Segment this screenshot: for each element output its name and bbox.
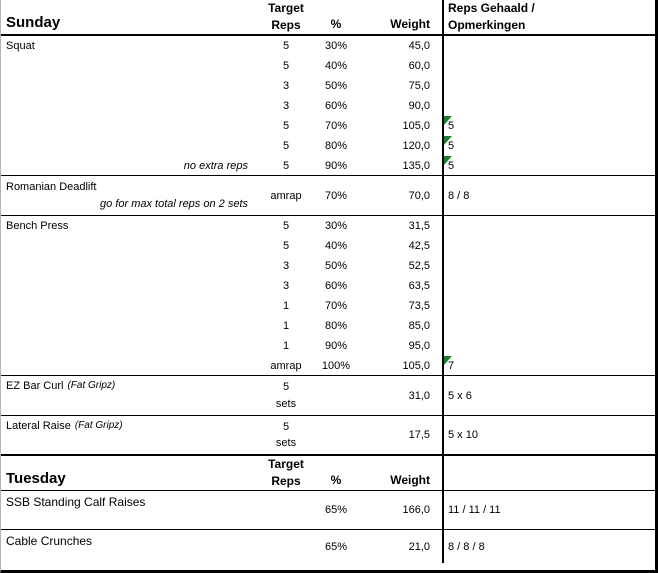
percent-cell[interactable]: 70%: [324, 120, 348, 132]
col-header-target-reps: [251, 0, 321, 34]
percent-cell[interactable]: 65%: [324, 504, 348, 516]
exercise-name-cell[interactable]: [1, 56, 251, 76]
weight-cell[interactable]: 17,5: [408, 429, 430, 441]
set-row: [1, 296, 655, 316]
weight-cell[interactable]: 70,0: [408, 189, 430, 202]
percent-cell[interactable]: 90%: [324, 340, 348, 352]
result-cell[interactable]: [442, 336, 655, 356]
exercise-row-romanian-deadlift: [1, 176, 655, 216]
set-row: [1, 336, 655, 356]
sunday-header-row: [1, 0, 655, 36]
exercise-name-cell[interactable]: [1, 376, 251, 415]
col-header-target-reps: [251, 456, 321, 490]
exercise-name-cell[interactable]: [1, 136, 251, 156]
weight-cell[interactable]: 31,5: [408, 220, 430, 232]
exercise-name-cell[interactable]: [1, 116, 251, 136]
weight-cell[interactable]: 135,0: [402, 159, 430, 172]
tuesday-header-row: [1, 456, 655, 491]
exercise-row-ez-bar-curl: [1, 376, 655, 416]
target-reps-cell[interactable]: 3: [282, 80, 290, 92]
weight-cell[interactable]: 21,0: [408, 540, 430, 553]
target-reps-cell[interactable]: amrap: [270, 359, 302, 372]
percent-cell[interactable]: 40%: [324, 60, 348, 72]
percent-cell[interactable]: 80%: [324, 320, 348, 332]
weight-cell[interactable]: 63,5: [408, 280, 430, 292]
percent-cell[interactable]: 80%: [324, 140, 348, 152]
set-row: [1, 136, 655, 156]
result-cell[interactable]: 5 x 10: [442, 416, 655, 454]
weight-cell[interactable]: 73,5: [408, 300, 430, 312]
day-header-sunday: Sunday: [6, 14, 61, 31]
exercise-note: (Fat Gripz): [67, 380, 116, 391]
percent-cell[interactable]: 60%: [324, 280, 348, 292]
target-reps-cell[interactable]: 5: [282, 60, 290, 72]
target-reps-cell[interactable]: 5: [282, 159, 290, 172]
percent-cell[interactable]: 50%: [324, 80, 348, 92]
percent-cell[interactable]: 40%: [324, 240, 348, 252]
result-cell[interactable]: 8 / 8 / 8: [442, 530, 655, 563]
result-cell[interactable]: [442, 276, 655, 296]
result-cell[interactable]: 5: [442, 136, 655, 156]
result-cell[interactable]: [442, 36, 655, 56]
weight-cell[interactable]: 31,0: [408, 389, 430, 402]
set-note-cell[interactable]: no extra reps: [183, 159, 248, 172]
result-cell[interactable]: 7: [442, 356, 655, 375]
exercise-name-cell[interactable]: [1, 416, 251, 454]
exercise-name-cell[interactable]: [1, 336, 251, 356]
col-header-target: Target: [268, 457, 304, 471]
exercise-name-cell[interactable]: [1, 176, 251, 215]
target-reps-cell[interactable]: [251, 491, 321, 529]
percent-cell[interactable]: 90%: [324, 159, 348, 172]
col-header-weight: Weight: [390, 17, 430, 31]
col-header-result-line1: Reps Gehaald /: [448, 1, 535, 15]
target-reps-cell[interactable]: 3: [282, 280, 290, 292]
col-header-weight: Weight: [390, 473, 430, 487]
set-row: [1, 276, 655, 296]
set-row: [1, 76, 655, 96]
weight-cell[interactable]: 105,0: [402, 359, 430, 372]
col-header-target: Target: [268, 1, 304, 15]
target-reps-cell[interactable]: 1: [282, 340, 290, 352]
result-cell[interactable]: 11 / 11 / 11: [442, 491, 655, 529]
exercise-note: go for max total reps on 2 sets: [100, 198, 248, 210]
weight-cell[interactable]: 85,0: [408, 320, 430, 332]
exercise-name-cell[interactable]: Cable Crunches: [6, 534, 93, 548]
result-cell[interactable]: [442, 96, 655, 116]
result-cell[interactable]: [442, 296, 655, 316]
day-header-tuesday: Tuesday: [6, 470, 66, 487]
set-row: [1, 96, 655, 116]
result-cell[interactable]: 5 x 6: [442, 376, 655, 415]
set-row: [1, 36, 655, 56]
weight-cell[interactable]: 95,0: [408, 340, 430, 352]
percent-cell[interactable]: 65%: [324, 540, 348, 553]
weight-cell[interactable]: 166,0: [402, 504, 430, 516]
percent-cell[interactable]: 30%: [324, 220, 348, 232]
exercise-name: EZ Bar Curl: [6, 380, 64, 392]
target-reps-cell[interactable]: [251, 530, 321, 563]
weight-cell[interactable]: 120,0: [402, 140, 430, 152]
col-header-result-line2: Opmerkingen: [448, 18, 526, 32]
percent-cell[interactable]: 100%: [321, 359, 351, 372]
col-header-percent: %: [330, 17, 342, 31]
exercise-note: (Fat Gripz): [74, 420, 123, 431]
set-row: [1, 256, 655, 276]
exercise-name-cell[interactable]: [1, 296, 251, 316]
exercise-name-cell[interactable]: [1, 276, 251, 296]
percent-cell[interactable]: 50%: [324, 260, 348, 272]
percent-cell[interactable]: 70%: [324, 189, 348, 202]
result-cell[interactable]: [442, 76, 655, 96]
exercise-name-cell[interactable]: SSB Standing Calf Raises: [6, 495, 146, 509]
exercise-name-cell[interactable]: [1, 96, 251, 116]
result-cell[interactable]: 5: [442, 156, 655, 175]
target-reps-cell[interactable]: 5 sets: [275, 381, 297, 410]
weight-cell[interactable]: 42,5: [408, 240, 430, 252]
set-row: [1, 316, 655, 336]
col-header-result: [442, 456, 655, 490]
weight-cell[interactable]: 60,0: [408, 60, 430, 72]
percent-cell[interactable]: [321, 416, 351, 454]
exercise-name: Lateral Raise: [6, 420, 71, 432]
exercise-name-cell[interactable]: [1, 76, 251, 96]
result-cell[interactable]: 5: [442, 116, 655, 136]
weight-cell[interactable]: 90,0: [408, 100, 430, 112]
percent-cell[interactable]: 70%: [324, 300, 348, 312]
col-header-result: [442, 0, 655, 34]
percent-cell[interactable]: [321, 376, 351, 415]
exercise-name-cell[interactable]: [1, 356, 251, 375]
set-row: [1, 236, 655, 256]
exercise-name-cell[interactable]: Squat: [6, 40, 35, 52]
result-cell[interactable]: 8 / 8: [442, 176, 655, 215]
result-cell[interactable]: [442, 316, 655, 336]
target-reps-cell[interactable]: 5: [282, 40, 290, 52]
col-header-reps: Reps: [271, 474, 301, 488]
target-reps-cell[interactable]: 3: [282, 100, 290, 112]
target-reps-cell[interactable]: 5: [282, 220, 290, 232]
result-cell[interactable]: [442, 236, 655, 256]
set-row: [1, 216, 655, 236]
target-reps-cell[interactable]: 1: [282, 320, 290, 332]
percent-cell[interactable]: 60%: [324, 100, 348, 112]
target-reps-cell[interactable]: 5: [282, 240, 290, 252]
exercise-name: Romanian Deadlift: [6, 181, 97, 193]
set-row: [1, 356, 655, 376]
result-cell[interactable]: [442, 216, 655, 236]
target-reps-cell[interactable]: 3: [282, 260, 290, 272]
exercise-name-cell[interactable]: [1, 316, 251, 336]
exercise-row-ssb-calf-raises: [1, 491, 655, 530]
weight-cell[interactable]: 45,0: [408, 40, 430, 52]
exercise-row-lateral-raise: [1, 416, 655, 456]
target-reps-cell[interactable]: amrap: [270, 189, 302, 202]
weight-cell[interactable]: 52,5: [408, 260, 430, 272]
result-cell[interactable]: [442, 256, 655, 276]
result-cell[interactable]: [442, 56, 655, 76]
percent-cell[interactable]: 30%: [324, 40, 348, 52]
exercise-name-cell[interactable]: Bench Press: [6, 220, 69, 232]
col-header-reps: Reps: [271, 18, 301, 32]
weight-cell[interactable]: 105,0: [402, 120, 430, 132]
col-header-percent: %: [330, 473, 342, 487]
weight-cell[interactable]: 75,0: [408, 80, 430, 92]
target-reps-cell[interactable]: 1: [282, 300, 290, 312]
exercise-name-cell[interactable]: [1, 236, 251, 256]
exercise-name-cell[interactable]: [1, 256, 251, 276]
exercise-row-cable-crunches: [1, 530, 655, 563]
target-reps-cell[interactable]: 5: [282, 120, 290, 132]
target-reps-cell[interactable]: 5: [282, 140, 290, 152]
set-row: [1, 56, 655, 76]
set-row: [1, 116, 655, 136]
target-reps-cell[interactable]: 5 sets: [275, 420, 297, 450]
set-row: [1, 156, 655, 176]
